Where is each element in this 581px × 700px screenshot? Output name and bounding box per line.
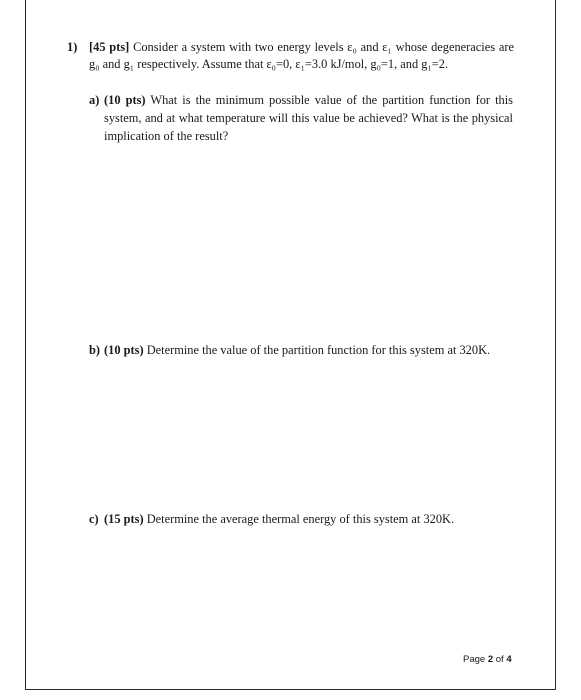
part-c-points: (15 pts) (104, 512, 144, 526)
part-b-text: Determine the value of the partition function for this system at 320K. (146, 343, 491, 357)
part-a-letter: a) (89, 93, 100, 107)
part-b (89, 341, 513, 359)
part-c-body (89, 510, 513, 528)
part-b-body (89, 341, 513, 359)
part-c (89, 510, 513, 528)
of-word: of (495, 654, 504, 665)
question-1 (67, 39, 514, 73)
question-text: Consider a system with two energy levels ε₀ and ε₁ whose degeneracies are g₀ and g₁ respectively. Assume that ε₀=0, ε₁=3.0 kJ/mol, g₀=1, and g₁=2. (89, 40, 514, 71)
part-a-body (89, 91, 513, 145)
part-b-points: (10 pts) (104, 343, 144, 357)
question-points: [45 pts] (89, 40, 130, 54)
part-c-letter: c) (89, 512, 99, 526)
question-number: 1) (67, 40, 78, 54)
part-a (89, 91, 513, 145)
page-word: Page (463, 654, 486, 665)
part-c-text: Determine the average thermal energy of this system at 320K. (146, 512, 455, 526)
part-a-points: (10 pts) (104, 93, 146, 107)
part-b-letter: b) (89, 343, 101, 357)
part-a-text: What is the minimum possible value of the partition function for this system, and at what temperature will this value be achieved? What is the physical implication of the result? (104, 93, 513, 143)
page-number: 2 (487, 654, 494, 665)
question-body (70, 39, 514, 73)
total-pages: 4 (506, 654, 512, 665)
page-footer (463, 654, 512, 665)
